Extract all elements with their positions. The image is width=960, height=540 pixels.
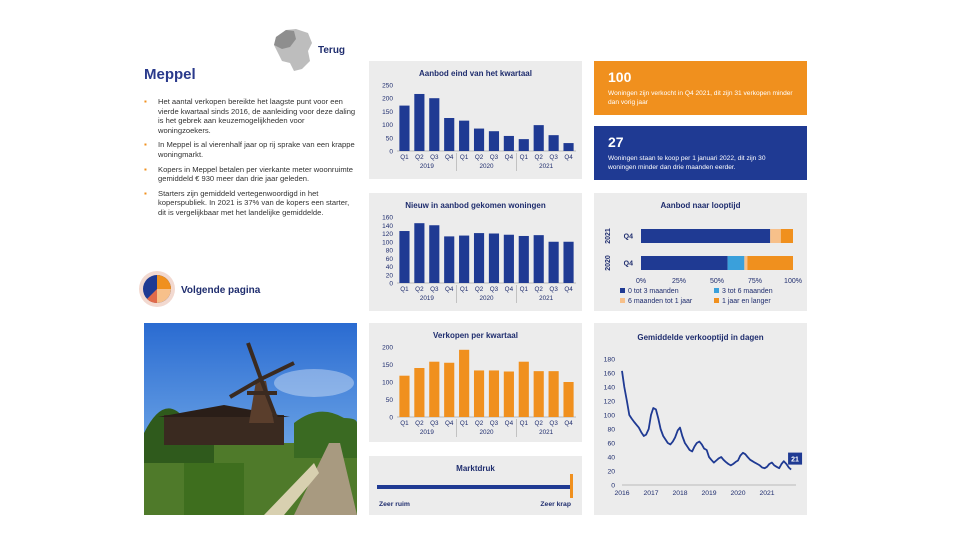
bar [414, 368, 424, 417]
x-tick-label: Q3 [430, 286, 439, 293]
bar [459, 121, 469, 151]
x-tick-label: Q3 [489, 154, 499, 161]
legend-swatch [620, 288, 625, 293]
bar [399, 231, 409, 283]
bar [444, 236, 454, 283]
stacked-bar-segment [781, 229, 793, 243]
group-label: 2021 [539, 429, 554, 436]
bar [429, 362, 439, 417]
chart-title: Gemiddelde verkooptijd in dagen [637, 333, 764, 342]
legend-label: 0 tot 3 maanden [628, 288, 679, 295]
y-tick-label: 120 [603, 398, 615, 406]
legend-swatch [714, 288, 719, 293]
next-page-pie-icon[interactable] [138, 270, 176, 308]
bar [489, 370, 499, 417]
kpi-value: 100 [608, 69, 632, 85]
x-tick-label: 0% [635, 278, 647, 285]
x-tick-label: Q1 [400, 286, 409, 293]
x-tick-label: Q4 [504, 420, 514, 427]
stacked-bar-segment [770, 229, 781, 243]
y-tick-label: 60 [607, 440, 615, 448]
stacked-bar-chart-looptijd [594, 193, 807, 311]
y-tick-label: 160 [382, 214, 393, 222]
bar [504, 235, 514, 283]
kpi-stock [594, 126, 807, 180]
chart-panel-verkopen [369, 323, 582, 442]
x-tick-label: Q3 [549, 286, 558, 293]
x-tick-label: 2020 [730, 490, 746, 497]
bar [563, 382, 573, 417]
y-tick-label: 160 [603, 370, 615, 378]
y-tick-label: 250 [382, 82, 393, 90]
y-tick-label: 150 [382, 108, 393, 116]
marktdruk-max-label: Zeer krap [540, 501, 571, 508]
bullet-list [144, 97, 359, 223]
kpi-value: 27 [608, 134, 624, 150]
x-tick-label: Q1 [519, 420, 528, 427]
group-label: 2020 [479, 295, 494, 302]
bar [549, 135, 559, 151]
bar [444, 118, 454, 151]
bar [549, 371, 559, 417]
series-line [622, 371, 791, 470]
bar-chart-nieuw [369, 193, 582, 311]
bar-chart-aanbod [369, 61, 582, 179]
x-tick-label: Q2 [534, 286, 543, 293]
y-tick-label: 0 [389, 280, 393, 288]
bar [429, 225, 439, 283]
x-tick-label: Q1 [519, 286, 528, 293]
legend-swatch [620, 298, 625, 303]
x-tick-label: Q2 [534, 154, 543, 161]
x-tick-label: Q2 [534, 420, 543, 427]
y-tick-label: 40 [385, 264, 393, 271]
bar [414, 223, 424, 283]
bar [474, 233, 484, 283]
bar [519, 362, 529, 417]
bar [519, 139, 529, 151]
x-tick-label: Q1 [519, 154, 528, 161]
chart-title: Aanbod naar looptijd [660, 201, 741, 210]
bar [504, 136, 514, 151]
y-tick-label: 0 [389, 148, 393, 156]
chart-title: Aanbod eind van het kwartaal [419, 69, 532, 78]
y-tick-label: 140 [603, 384, 615, 392]
quarter-label: Q4 [623, 260, 633, 268]
x-tick-label: Q1 [459, 154, 469, 161]
x-tick-label: Q3 [489, 420, 499, 427]
bar [399, 106, 409, 151]
bar [534, 371, 544, 417]
y-tick-label: 20 [385, 272, 393, 280]
x-tick-label: Q1 [459, 420, 469, 427]
bullet-item: ▪ Starters zijn gemiddeld vertegenwoordigd in het koperspubliek. In 2021 is 37% van de kopers een starter, dit is vergelijkbaar met het landelijke gemiddelde. [144, 189, 359, 218]
x-tick-label: Q1 [459, 286, 469, 293]
legend-label: 6 maanden tot 1 jaar [628, 298, 693, 305]
stacked-bar-segment [641, 256, 728, 270]
bar [489, 131, 499, 151]
group-label: 2020 [479, 163, 494, 170]
last-value-label: 21 [791, 456, 799, 464]
y-tick-label: 150 [382, 362, 393, 369]
kpi-text: Woningen staan te koop per 1 januari 2022, dit zijn 30 woningen minder dan drie maanden eerder. [608, 155, 766, 171]
y-tick-label: 100 [603, 412, 615, 420]
year-label: 2020 [604, 255, 612, 271]
x-tick-label: Q1 [400, 420, 409, 427]
bar [444, 363, 454, 417]
bar [474, 370, 484, 417]
x-tick-label: Q1 [400, 154, 409, 161]
x-tick-label: Q4 [445, 154, 454, 161]
chart-panel-looptijd [594, 193, 807, 311]
back-link[interactable]: Terug [318, 45, 346, 56]
y-tick-label: 120 [382, 231, 393, 238]
bar [504, 372, 514, 418]
x-tick-label: Q2 [474, 154, 484, 161]
chart-title: Verkopen per kwartaal [433, 331, 518, 340]
bar [459, 350, 469, 417]
marktdruk-marker [570, 474, 573, 498]
bar [429, 98, 439, 151]
y-tick-label: 140 [382, 222, 393, 230]
x-tick-label: 100% [784, 278, 802, 285]
y-tick-label: 40 [607, 454, 615, 462]
x-tick-label: 2016 [614, 490, 630, 497]
bar-chart-verkopen [369, 323, 582, 442]
x-tick-label: 2018 [672, 490, 688, 497]
y-tick-label: 20 [607, 468, 615, 476]
x-tick-label: Q4 [564, 420, 573, 427]
x-tick-label: Q3 [430, 420, 439, 427]
x-tick-label: Q4 [445, 286, 454, 293]
bar [519, 236, 529, 283]
x-tick-label: 50% [709, 278, 725, 285]
year-label: 2021 [604, 228, 612, 244]
y-tick-label: 60 [385, 255, 393, 263]
bar [414, 94, 424, 151]
y-tick-label: 180 [603, 356, 615, 364]
bullet-item: ▪ Het aantal verkopen bereikte het laagste punt voor een vierde kwartaal sinds 2016, de aanleiding voor deze daling is het gebrek aan keuzemogelijkheden voor woningzoekers. [144, 97, 359, 135]
bar [489, 234, 499, 284]
region-map-icon[interactable] [272, 27, 314, 73]
x-tick-label: Q2 [415, 286, 424, 293]
x-tick-label: Q2 [415, 420, 424, 427]
stacked-bar-segment [744, 256, 747, 270]
marktdruk-bar [377, 485, 571, 489]
y-tick-label: 0 [389, 414, 393, 422]
y-tick-label: 80 [385, 247, 393, 255]
chart-title: Nieuw in aanbod gekomen woningen [405, 201, 546, 210]
x-tick-label: Q3 [549, 154, 558, 161]
x-tick-label: Q4 [445, 420, 454, 427]
marktdruk-min-label: Zeer ruim [379, 501, 410, 508]
bullet-item: ▪ In Meppel is al vierenhalf jaar op rij sprake van een krappe woningmarkt. [144, 140, 359, 159]
y-tick-label: 80 [607, 426, 615, 434]
y-tick-label: 100 [382, 239, 393, 247]
y-tick-label: 50 [385, 135, 393, 143]
bar [534, 235, 544, 283]
group-label: 2019 [419, 295, 434, 302]
x-tick-label: Q3 [430, 154, 439, 161]
bullet-item: ▪ Kopers in Meppel betalen per vierkante meter woonruimte gemiddeld € 930 meer dan drie jaar geleden. [144, 165, 359, 184]
stacked-bar-segment [641, 229, 770, 243]
chart-title: Marktdruk [456, 464, 495, 473]
legend-label: 3 tot 6 maanden [722, 288, 773, 295]
legend-label: 1 jaar en langer [722, 298, 771, 305]
x-tick-label: 2017 [643, 490, 659, 497]
chart-panel-marktdruk [369, 456, 582, 515]
y-tick-label: 0 [611, 482, 615, 490]
group-label: 2019 [419, 429, 434, 436]
bar [399, 376, 409, 417]
page-title: Meppel [144, 66, 196, 83]
group-label: 2019 [419, 163, 434, 170]
x-tick-label: Q4 [504, 154, 514, 161]
quarter-label: Q4 [623, 233, 633, 241]
bar [459, 236, 469, 283]
group-label: 2021 [539, 295, 554, 302]
chart-panel-verkooptijd [594, 323, 807, 515]
x-tick-label: Q2 [474, 420, 484, 427]
bar [534, 125, 544, 151]
bar [549, 242, 559, 283]
legend-swatch [714, 298, 719, 303]
x-tick-label: 2021 [759, 490, 775, 497]
x-tick-label: Q2 [474, 286, 484, 293]
y-tick-label: 200 [382, 344, 393, 352]
x-tick-label: Q4 [564, 154, 573, 161]
line-chart-verkooptijd [594, 323, 807, 515]
next-page-link[interactable]: Volgende pagina [181, 285, 261, 296]
kpi-sales [594, 61, 807, 115]
x-tick-label: Q3 [489, 286, 499, 293]
bar [563, 242, 573, 283]
chart-panel-nieuw [369, 193, 582, 311]
y-tick-label: 100 [382, 122, 393, 130]
y-tick-label: 50 [385, 397, 393, 404]
bar [474, 129, 484, 151]
x-tick-label: Q4 [564, 286, 573, 293]
y-tick-label: 200 [382, 95, 393, 103]
stacked-bar-segment [728, 256, 745, 270]
x-tick-label: Q3 [549, 420, 558, 427]
x-tick-label: Q4 [504, 286, 514, 293]
x-tick-label: 2019 [701, 490, 717, 497]
group-label: 2021 [539, 163, 554, 170]
chart-panel-aanbod [369, 61, 582, 179]
windmill-photo [144, 323, 357, 515]
group-label: 2020 [479, 429, 494, 436]
kpi-text: Woningen zijn verkocht in Q4 2021, dit zijn 31 verkopen minder dan vorig jaar [608, 90, 793, 106]
y-tick-label: 100 [382, 379, 393, 387]
x-tick-label: Q2 [415, 154, 424, 161]
stacked-bar-segment [747, 256, 793, 270]
x-tick-label: 25% [671, 278, 687, 285]
bar [563, 143, 573, 151]
x-tick-label: 75% [747, 278, 763, 285]
